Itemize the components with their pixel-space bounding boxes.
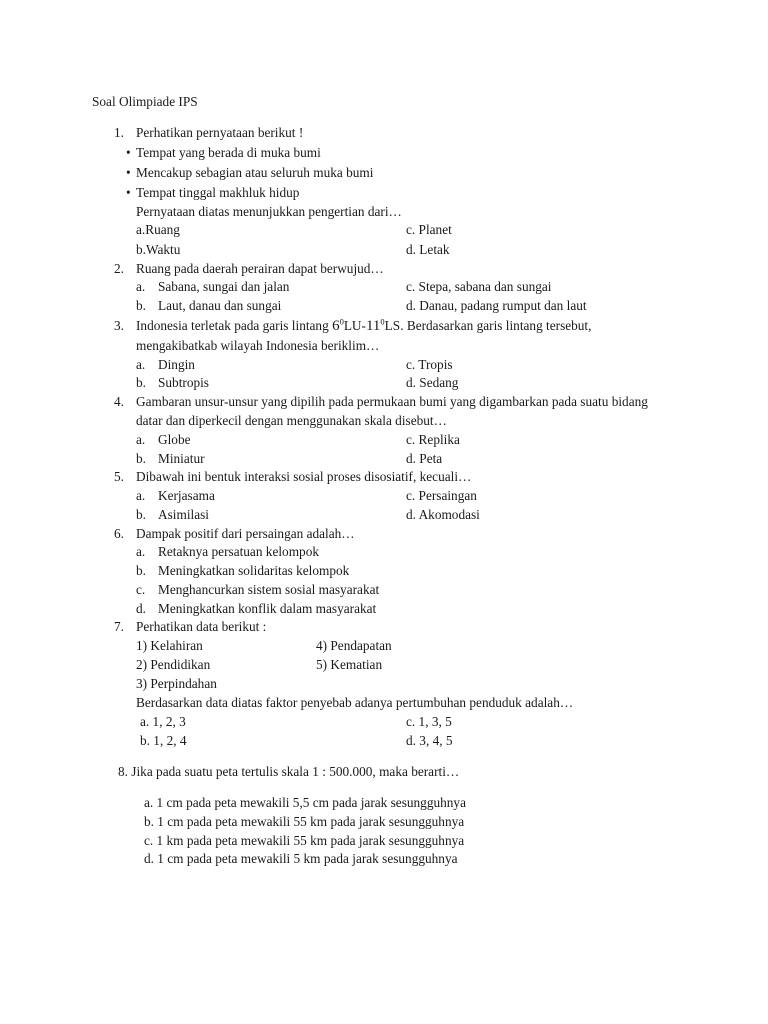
q6-text: Dampak positif dari persaingan adalah… xyxy=(136,526,355,541)
q2-option-a-letter: a. xyxy=(136,279,146,294)
q3-option-c: c. Tropis xyxy=(406,357,453,372)
q1-question: Pernyataan diatas menunjukkan pengertian dari… xyxy=(136,204,402,219)
q5-option-c: c. Persaingan xyxy=(406,488,477,503)
q3-option-d: d. Sedang xyxy=(406,375,459,390)
bullet-icon: • xyxy=(126,185,131,200)
q1-number: 1. xyxy=(114,125,124,140)
q2-text: Ruang pada daerah perairan dapat berwujud… xyxy=(136,261,384,276)
q2-number: 2. xyxy=(114,261,124,276)
q3-option-b: Subtropis xyxy=(158,375,209,390)
q1-bullet-2: Mencakup sebagian atau seluruh muka bumi xyxy=(136,165,374,180)
q6-option-b: Meningkatkan solidaritas kelompok xyxy=(158,563,350,578)
q5-number: 5. xyxy=(114,469,124,484)
q4-option-d: d. Peta xyxy=(406,451,443,466)
q7-item-5: 5) Kematian xyxy=(316,657,383,672)
q6-option-d-letter: d. xyxy=(136,601,146,616)
q6-option-a: Retaknya persatuan kelompok xyxy=(158,544,319,559)
q8-option-c: c. 1 km pada peta mewakili 55 km pada jarak sesungguhnya xyxy=(144,833,465,848)
q6-option-c: Menghancurkan sistem sosial masyarakat xyxy=(158,582,380,597)
q3-option-a-letter: a. xyxy=(136,357,146,372)
q5-option-b-letter: b. xyxy=(136,507,146,522)
q7-option-b: b. 1, 2, 4 xyxy=(140,733,187,748)
q7-option-c: c. 1, 3, 5 xyxy=(406,714,452,729)
q7-text: Perhatikan data berikut : xyxy=(136,619,267,634)
q8-option-b: b. 1 cm pada peta mewakili 55 km pada jarak sesungguhnya xyxy=(144,814,465,829)
bullet-icon: • xyxy=(126,145,131,160)
q7-item-4: 4) Pendapatan xyxy=(316,638,392,653)
q7-item-3: 3) Perpindahan xyxy=(136,676,217,691)
q8-text: 8. Jika pada suatu peta tertulis skala 1 : 500.000, maka berarti… xyxy=(118,764,460,779)
q1-option-a: a.Ruang xyxy=(136,222,180,237)
q6-option-c-letter: c. xyxy=(136,582,146,597)
q7-item-2: 2) Pendidikan xyxy=(136,657,211,672)
q2-option-c: c. Stepa, sabana dan sungai xyxy=(406,279,552,294)
doc-title: Soal Olimpiade IPS xyxy=(92,94,198,109)
q1-option-c: c. Planet xyxy=(406,222,452,237)
q2-option-b: Laut, danau dan sungai xyxy=(158,298,282,313)
q4-number: 4. xyxy=(114,394,124,409)
q3-option-a: Dingin xyxy=(158,357,195,372)
q4-option-b: Miniatur xyxy=(158,451,205,466)
q5-option-a: Kerjasama xyxy=(158,488,215,503)
q6-option-a-letter: a. xyxy=(136,544,146,559)
q6-option-b-letter: b. xyxy=(136,563,146,578)
q8-option-a: a. 1 cm pada peta mewakili 5,5 cm pada jarak sesungguhnya xyxy=(144,795,466,810)
bullet-icon: • xyxy=(126,165,131,180)
q3-text-line2: mengakibatkab wilayah Indonesia beriklim… xyxy=(136,338,380,353)
q6-option-d: Meningkatkan konflik dalam masyarakat xyxy=(158,601,377,616)
q1-bullet-3: Tempat tinggal makhluk hidup xyxy=(136,185,300,200)
q6-number: 6. xyxy=(114,526,124,541)
q1-option-d: d. Letak xyxy=(406,242,450,257)
q4-text-line2: datar dan diperkecil dengan menggunakan skala disebut… xyxy=(136,413,447,428)
q3-number: 3. xyxy=(114,318,124,333)
q5-option-b: Asimilasi xyxy=(158,507,209,522)
q5-option-a-letter: a. xyxy=(136,488,146,503)
q1-text: Perhatikan pernyataan berikut ! xyxy=(136,125,304,140)
q5-text: Dibawah ini bentuk interaksi sosial proses disosiatif, kecuali… xyxy=(136,469,472,484)
q4-text: Gambaran unsur-unsur yang dipilih pada permukaan bumi yang digambarkan pada suatu bidang xyxy=(136,394,648,409)
q2-option-a: Sabana, sungai dan jalan xyxy=(158,279,290,294)
q1-option-b: b.Waktu xyxy=(136,242,181,257)
q5-option-d: d. Akomodasi xyxy=(406,507,480,522)
q2-option-b-letter: b. xyxy=(136,298,146,313)
q7-question: Berdasarkan data diatas faktor penyebab adanya pertumbuhan penduduk adalah… xyxy=(136,695,574,710)
q7-option-d: d. 3, 4, 5 xyxy=(406,733,453,748)
q3-text: Indonesia terletak pada garis lintang $6^0LU-11^0LS$. Berdasarkan garis lintang tersebut, xyxy=(136,316,592,334)
q2-option-d: d. Danau, padang rumput dan laut xyxy=(406,298,587,313)
q4-option-a-letter: a. xyxy=(136,432,146,447)
q8-option-d: d. 1 cm pada peta mewakili 5 km pada jarak sesungguhnya xyxy=(144,851,458,866)
q7-item-1: 1) Kelahiran xyxy=(136,638,203,653)
q4-option-c: c. Replika xyxy=(406,432,460,447)
q3-option-b-letter: b. xyxy=(136,375,146,390)
q7-number: 7. xyxy=(114,619,124,634)
q1-bullet-1: Tempat yang berada di muka bumi xyxy=(136,145,321,160)
q7-option-a: a. 1, 2, 3 xyxy=(140,714,186,729)
q4-option-a: Globe xyxy=(158,432,191,447)
q4-option-b-letter: b. xyxy=(136,451,146,466)
